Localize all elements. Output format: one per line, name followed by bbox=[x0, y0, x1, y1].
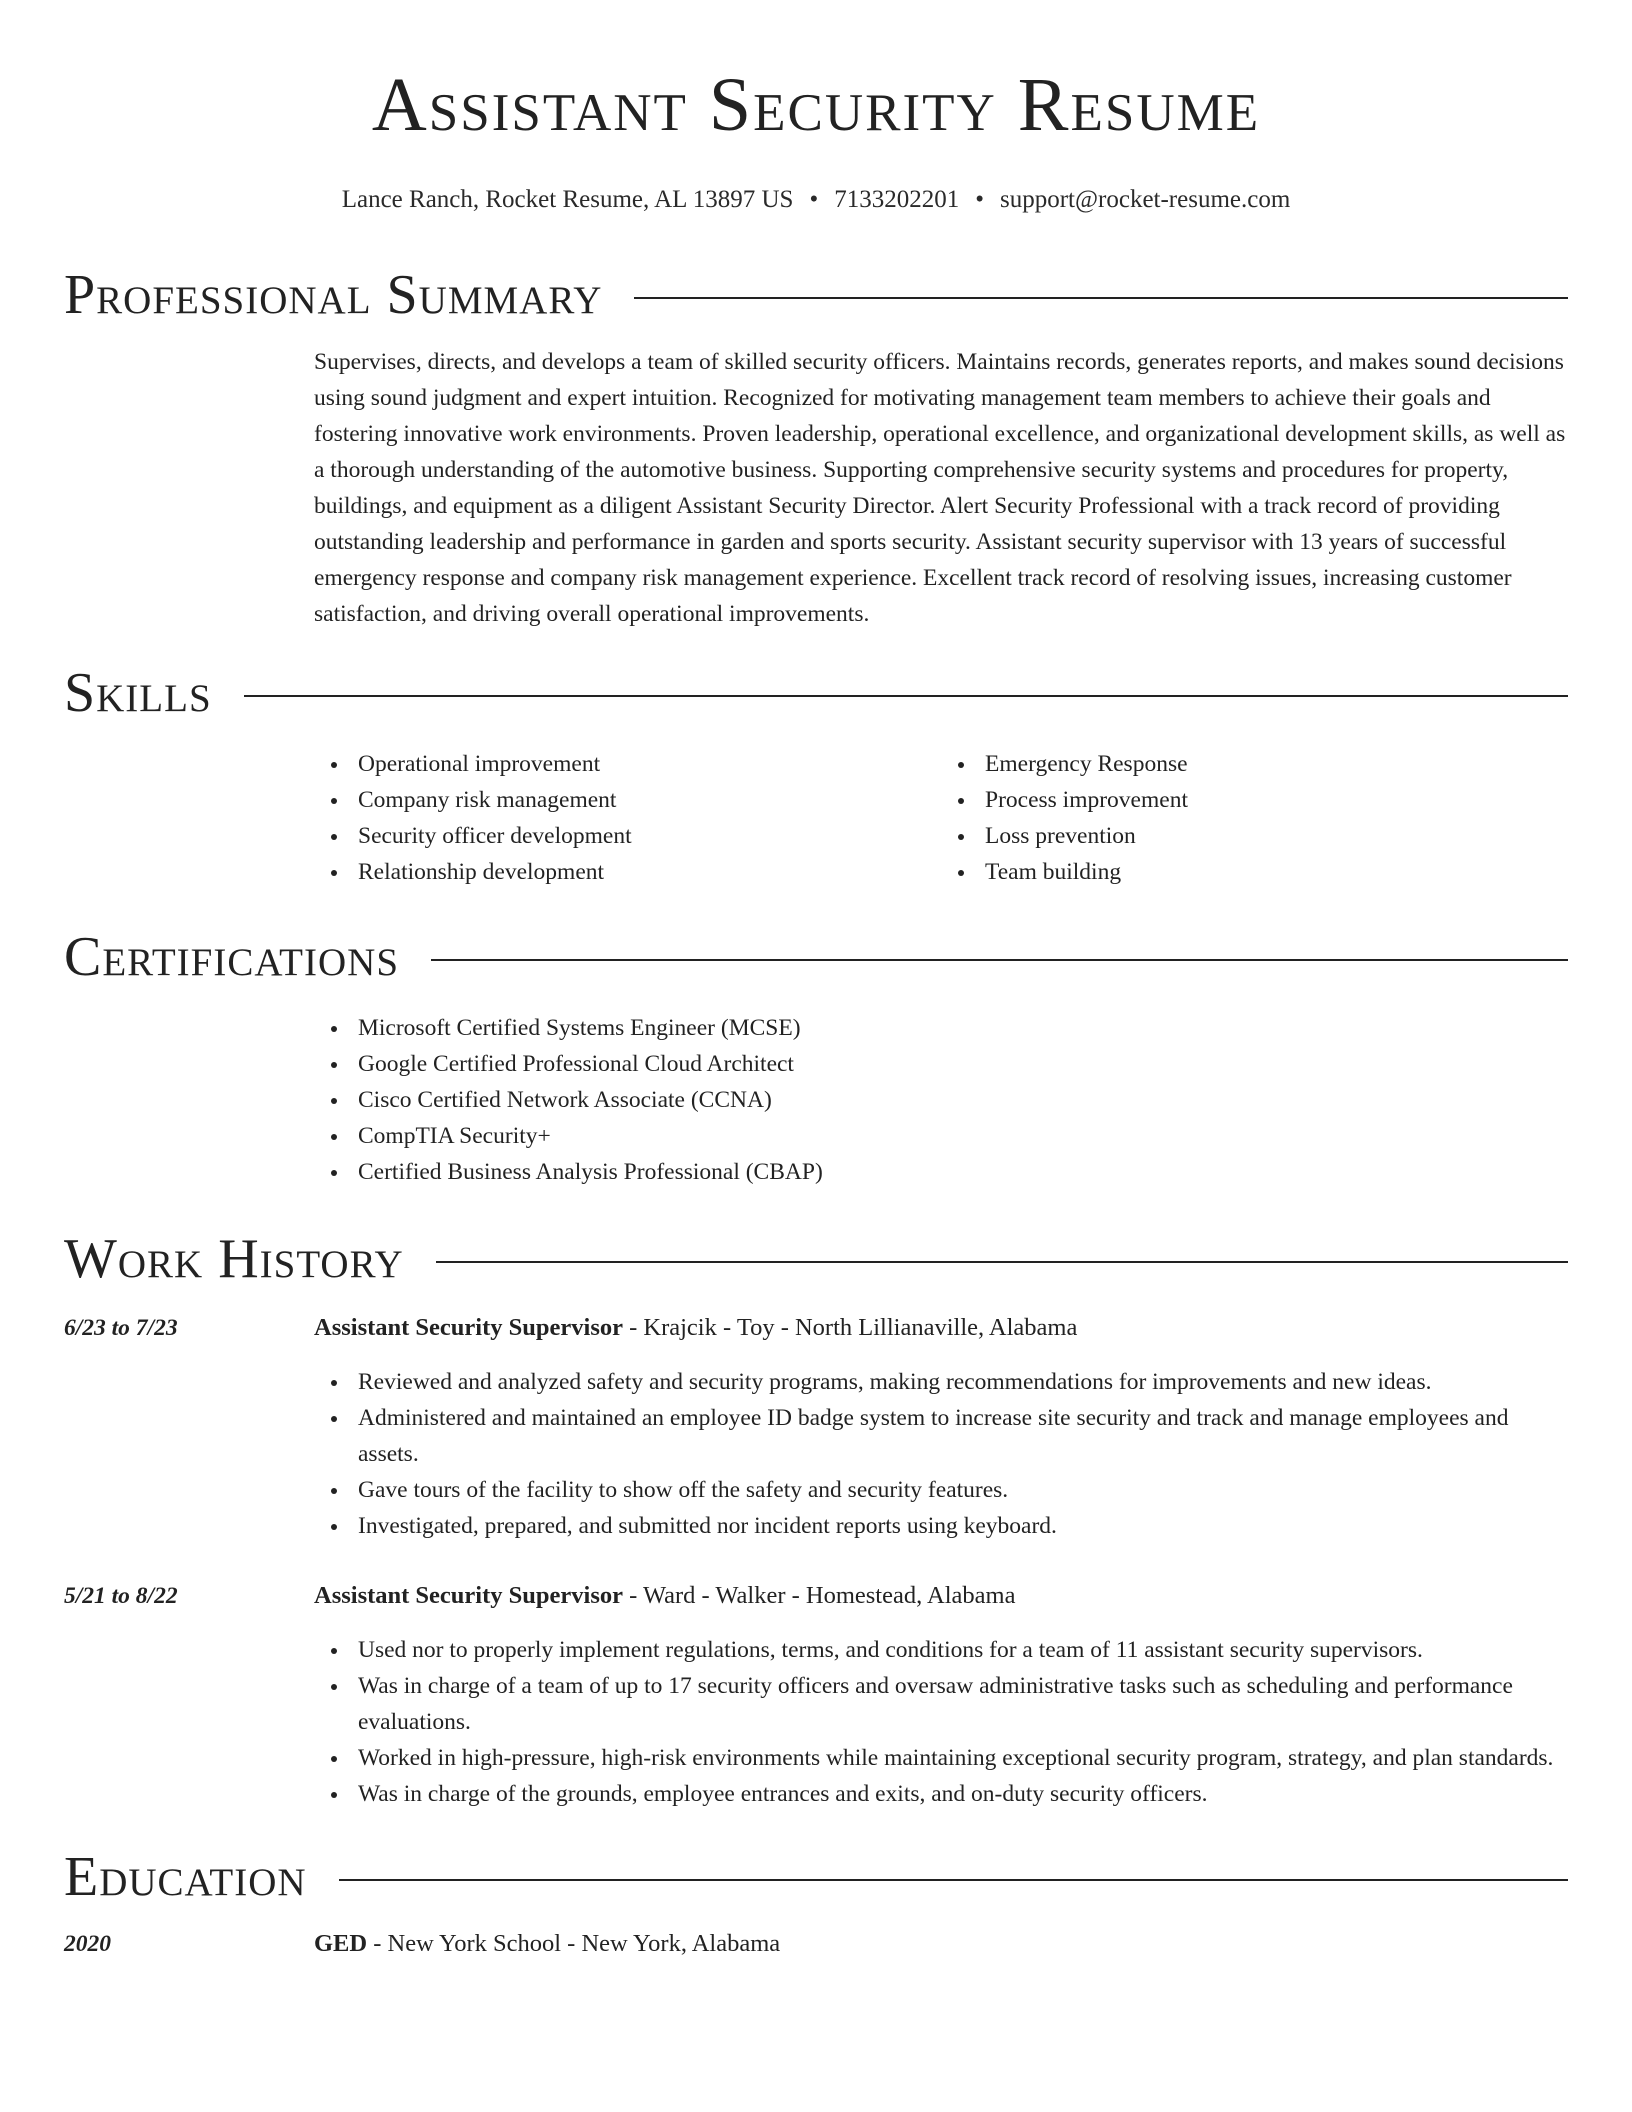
skill-item: Team building bbox=[985, 854, 1568, 890]
skill-item: Security officer development bbox=[358, 818, 941, 854]
certifications-body bbox=[314, 1010, 1568, 1190]
section-divider bbox=[431, 959, 1568, 961]
section-header bbox=[64, 260, 1568, 330]
contact-separator: • bbox=[809, 186, 819, 213]
skill-item: Company risk management bbox=[358, 782, 941, 818]
skill-item: Relationship development bbox=[358, 854, 941, 890]
skill-item: Operational improvement bbox=[358, 746, 941, 782]
section-divider bbox=[436, 1261, 1568, 1263]
skill-item: Loss prevention bbox=[985, 818, 1568, 854]
contact-separator: • bbox=[975, 186, 984, 213]
skills-list-left bbox=[314, 746, 941, 890]
education-heading bbox=[314, 1926, 1568, 1962]
certification-item: Google Certified Professional Cloud Architect bbox=[358, 1046, 1568, 1082]
section-title-education: Education bbox=[64, 1846, 307, 1908]
skills-section bbox=[64, 658, 1568, 890]
contact-email: support@rocket-resume.com bbox=[1000, 186, 1291, 213]
section-header bbox=[64, 1842, 1568, 1912]
education-year: 2020 bbox=[64, 1931, 111, 1957]
job-title: Assistant Security Supervisor bbox=[314, 1582, 623, 1609]
job-dates: 5/21 to 8/22 bbox=[64, 1583, 178, 1609]
education-degree: GED bbox=[314, 1930, 368, 1957]
contact-phone: 7133202201 bbox=[834, 186, 960, 213]
job-content bbox=[314, 1310, 1568, 1544]
summary-section bbox=[64, 260, 1568, 632]
certification-item: CompTIA Security+ bbox=[358, 1118, 1568, 1154]
job-employer: - Ward - Walker - Homestead, Alabama bbox=[622, 1582, 1016, 1609]
skill-item: Process improvement bbox=[985, 782, 1568, 818]
contact-address: Lance Ranch, Rocket Resume, AL 13897 US bbox=[341, 186, 794, 213]
job-bullet: Was in charge of the grounds, employee entrances and exits, and on-duty security officers. bbox=[358, 1776, 1568, 1812]
job-bullets bbox=[314, 1364, 1568, 1544]
skills-list-right bbox=[941, 746, 1568, 890]
job-entry bbox=[64, 1578, 1568, 1812]
summary-text: Supervises, directs, and develops a team of skilled security officers. Maintains records, generates reports, and makes sound decisions using sound judgment and expert intuition. Recognized for motivating management team members to achieve their goals and fostering innovative work environments. Proven leadership, operational excellence, and organizational development skills, as well as a thorough understanding of the automotive business. Supporting comprehensive security systems and procedures for property, buildings, and equipment as a diligent Assistant Security Director. Alert Security Professional with a track record of providing outstanding leadership and performance in garden and sports security. Assistant security supervisor with 13 years of successful emergency response and company risk management experience. Excellent track record of resolving issues, increasing customer satisfaction, and driving overall operational improvements. bbox=[314, 349, 1566, 627]
contact-line bbox=[64, 184, 1568, 216]
section-title-certifications: Certifications bbox=[64, 926, 400, 988]
job-bullet: Was in charge of a team of up to 17 security officers and oversaw administrative tasks such as scheduling and performance evaluations. bbox=[358, 1668, 1568, 1740]
certification-item: Microsoft Certified Systems Engineer (MCSE) bbox=[358, 1010, 1568, 1046]
job-bullet: Used nor to properly implement regulations, terms, and conditions for a team of 11 assistant security supervisors. bbox=[358, 1632, 1568, 1668]
section-title-work-history: Work History bbox=[64, 1228, 404, 1290]
resume-title: Assistant Security Resume bbox=[371, 63, 1261, 147]
job-title: Assistant Security Supervisor bbox=[314, 1314, 623, 1341]
job-content bbox=[314, 1578, 1568, 1812]
skills-columns bbox=[314, 746, 1568, 890]
job-bullet: Gave tours of the facility to show off the safety and security features. bbox=[358, 1472, 1568, 1508]
job-bullet: Administered and maintained an employee ID badge system to increase site security and track and manage employees and assets. bbox=[358, 1400, 1568, 1472]
job-heading bbox=[314, 1310, 1568, 1346]
section-title-summary: Professional Summary bbox=[64, 264, 603, 326]
section-title-skills: Skills bbox=[64, 662, 212, 724]
job-bullet: Worked in high-pressure, high-risk environments while maintaining exceptional security program, strategy, and plan standards. bbox=[358, 1740, 1568, 1776]
job-employer: - Krajcik - Toy - North Lillianaville, Alabama bbox=[622, 1314, 1078, 1341]
certification-item: Cisco Certified Network Associate (CCNA) bbox=[358, 1082, 1568, 1118]
education-school: - New York School - New York, Alabama bbox=[367, 1930, 781, 1957]
section-divider bbox=[634, 297, 1568, 299]
work-history-section bbox=[64, 1224, 1568, 1812]
education-content bbox=[314, 1926, 1568, 1962]
job-bullet: Reviewed and analyzed safety and security programs, making recommendations for improvements and new ideas. bbox=[358, 1364, 1568, 1400]
job-entry bbox=[64, 1310, 1568, 1544]
skill-item: Emergency Response bbox=[985, 746, 1568, 782]
job-bullets bbox=[314, 1632, 1568, 1812]
job-dates: 6/23 to 7/23 bbox=[64, 1315, 178, 1341]
job-bullet: Investigated, prepared, and submitted nor incident reports using keyboard. bbox=[358, 1508, 1568, 1544]
section-header bbox=[64, 1224, 1568, 1294]
certification-item: Certified Business Analysis Professional (CBAP) bbox=[358, 1154, 1568, 1190]
education-section bbox=[64, 1842, 1568, 1962]
section-divider bbox=[339, 1879, 1568, 1881]
job-heading bbox=[314, 1578, 1568, 1614]
section-divider bbox=[244, 695, 1568, 697]
section-header bbox=[64, 658, 1568, 728]
education-entry bbox=[64, 1926, 1568, 1962]
certifications-section bbox=[64, 922, 1568, 1190]
certifications-list bbox=[314, 1010, 1568, 1190]
section-header bbox=[64, 922, 1568, 992]
